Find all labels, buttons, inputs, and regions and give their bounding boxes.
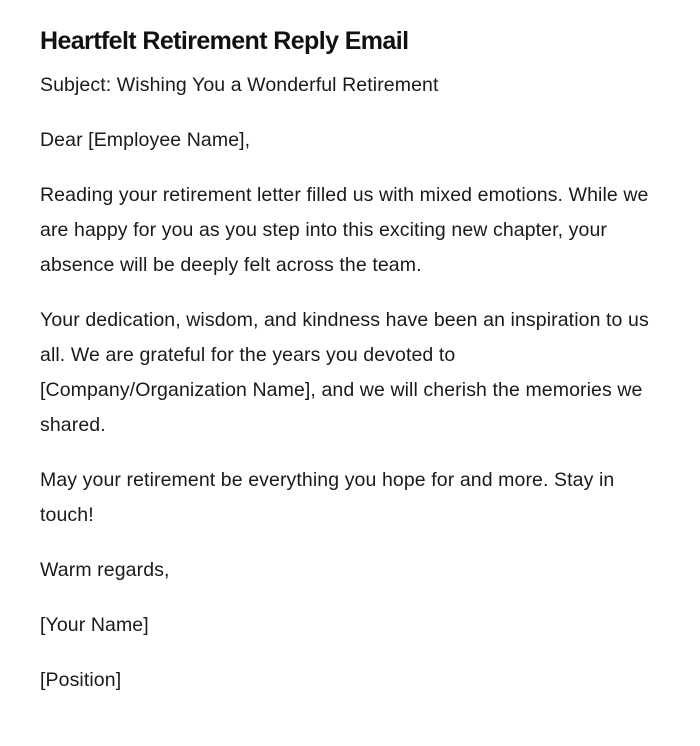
body-paragraph-3: May your retirement be everything you hope for and more. Stay in touch! (40, 469, 615, 526)
email-document (40, 24, 660, 718)
email-subject: Subject: Wishing You a Wonderful Retirement (40, 74, 439, 96)
signature-position: [Position] (40, 669, 122, 691)
body-paragraph-2: Your dedication, wisdom, and kindness have been an inspiration to us all. We are grateful for the years you devoted to [Company/Organization Name], and we will cherish the memories we shared. (40, 309, 649, 436)
email-closing: Warm regards, (40, 559, 170, 581)
email-greeting: Dear [Employee Name], (40, 129, 251, 151)
body-paragraph-1: Reading your retirement letter filled us with mixed emotions. While we are happy for you as you step into this exciting new chapter, your absence will be deeply felt across the team. (40, 184, 649, 276)
document-title: Heartfelt Retirement Reply Email (40, 27, 409, 55)
signature-name: [Your Name] (40, 614, 149, 636)
